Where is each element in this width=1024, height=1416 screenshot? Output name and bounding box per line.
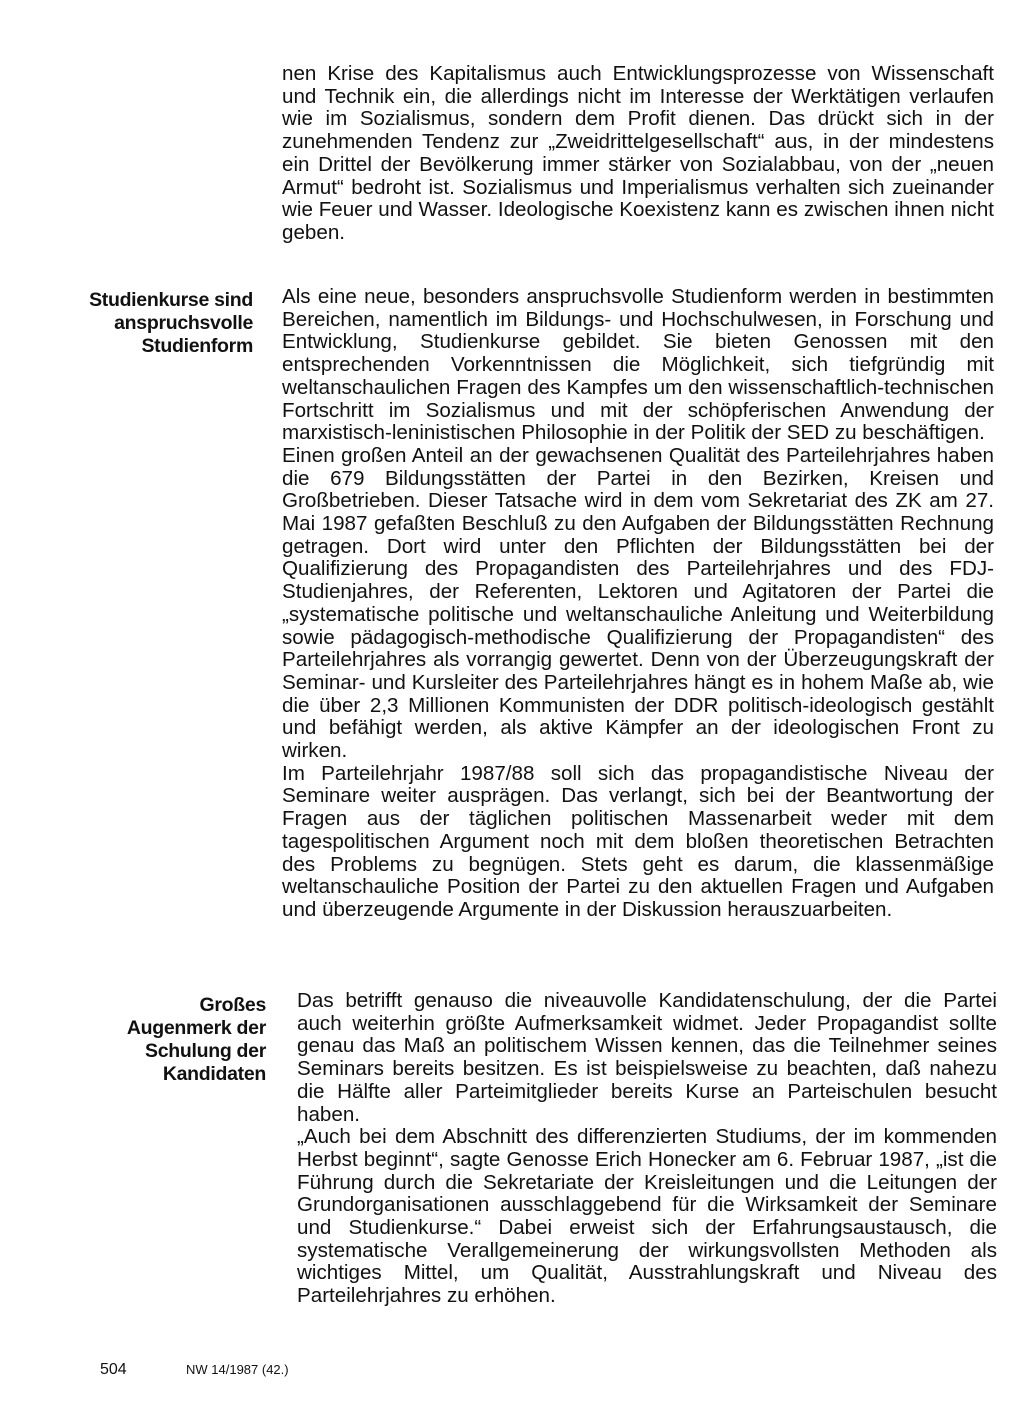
intro-text-block	[282, 63, 994, 245]
footer-source: NW 14/1987 (42.)	[186, 1362, 289, 1377]
body-paragraph: nen Krise des Kapitalismus auch Entwicklungsprozesse von Wissenschaft und Technik ein, die allerdings nicht im Interesse der Werktätigen verlaufen wie im Sozialismus, sondern dem Profit dienen. Das drückt sich in der zunehmenden Tendenz zur „Zweidrittelgesellschaft“ aus, in der mindestens ein Drittel der Bevölkerung immer stärker von Sozialabbau, von der „neuen Armut“ bedroht ist. Sozialismus und Imperialismus verhalten sich zueinander wie Feuer und Wasser. Ideologische Koexistenz kann es zwischen ihnen nicht geben.	[282, 62, 994, 244]
body-paragraph: Das betrifft genauso die niveauvolle Kandidatenschulung, der die Partei auch weiterhin größte Aufmerksamkeit widmet. Jeder Propagandist sollte genau das Maß an politischem Wissen kennen, das die Teilnehmer seines Seminars bereits besitzen. Es ist beispielsweise zu beachten, daß nahezu die Hälfte aller Parteimitglieder bereits Kurse an Parteischulen besucht haben.	[297, 989, 997, 1126]
body-paragraph: Im Parteilehrjahr 1987/88 soll sich das propagandistische Niveau der Seminare weiter ausprägen. Das verlangt, sich bei der Beantwortung der Fragen aus der täglichen politischen Massenarbeit weder mit dem tagespolitischen Argument noch mit dem bloßen theoretischen Betrachten des Problems zu begnügen. Stets geht es darum, die klassenmäßige weltanschauliche Position der Partei zu den aktuellen Fragen und Aufgaben und überzeugende Argumente in der Diskussion herauszuarbeiten.	[282, 761, 994, 921]
body-paragraph: Einen großen Anteil an der gewachsenen Qualität des Parteilehrjahres haben die 679 Bildungsstätten der Partei in den Bezirken, Kreisen und Großbetrieben. Dieser Tatsache wird in dem vom Sekretariat des ZK am 27. Mai 1987 gefaßten Beschluß zu den Aufgaben der Bildungsstätten Rechnung getragen. Dort wird unter den Pflichten der Bildungsstätten bei der Qualifizierung des Propagandisten des Parteilehrjahres und des FDJ-Studienjahres, der Referenten, Lektoren und Agitatoren der Partei die „systematische politische und weltanschauliche Anleitung und Weiterbildung sowie pädagogisch-methodische Qualifizierung der Propagandisten“ des Parteilehrjahres als vorrangig gewertet. Denn von der Überzeugungskraft der Seminar- und Kursleiter des Parteilehrjahres hängt es in hohem Maße ab, wie die über 2,3 Millionen Kommunisten der DDR politisch-ideologisch gestählt und befähigt werden, als aktive Kämpfer an der ideologischen Front zu wirken.	[282, 443, 994, 763]
body-paragraph: „Auch bei dem Abschnitt des differenzierten Studiums, der im kommenden Herbst beginnt“, sagte Genosse Erich Honecker am 6. Februar 1987, „ist die Führung durch die Sekretariate der Kreisleitungen und die Leitungen der Grundorganisationen ausschlaggebend für die Wirksamkeit der Seminare und Studienkurse.“ Dabei erweist sich der Erfahrungsaustausch, die systematische Verallgemeinerung der wirkungsvollsten Methoden als wichtiges Mittel, um Qualität, Ausstrahlungskraft und Niveau des Parteilehrjahres zu erhöhen.	[297, 1125, 997, 1308]
body-paragraph: Als eine neue, besonders anspruchsvolle Studienform werden in bestimmten Bereichen, namentlich im Bildungs- und Hochschulwesen, in Forschung und Entwicklung, Studienkurse gebildet. Sie bieten Genossen mit den entsprechenden Vorkenntnissen die Möglichkeit, sich tiefgründig mit weltanschaulichen Fragen des Kampfes um den wissenschaftlich-technischen Fortschritt im Sozialismus und mit der schöpferischen Anwendung der marxistisch-leninistischen Philosophie in der Politik der SED zu beschäftigen.	[282, 285, 994, 445]
kandidaten-text-block	[297, 990, 997, 1308]
studienkurse-text-block	[282, 286, 994, 922]
margin-heading-studienkurse: Studienkurse sind anspruchsvolle Studienform	[89, 289, 253, 357]
margin-heading-kandidaten: Großes Augenmerk der Schulung der Kandidaten	[126, 994, 266, 1085]
page-number: 504	[100, 1361, 127, 1378]
